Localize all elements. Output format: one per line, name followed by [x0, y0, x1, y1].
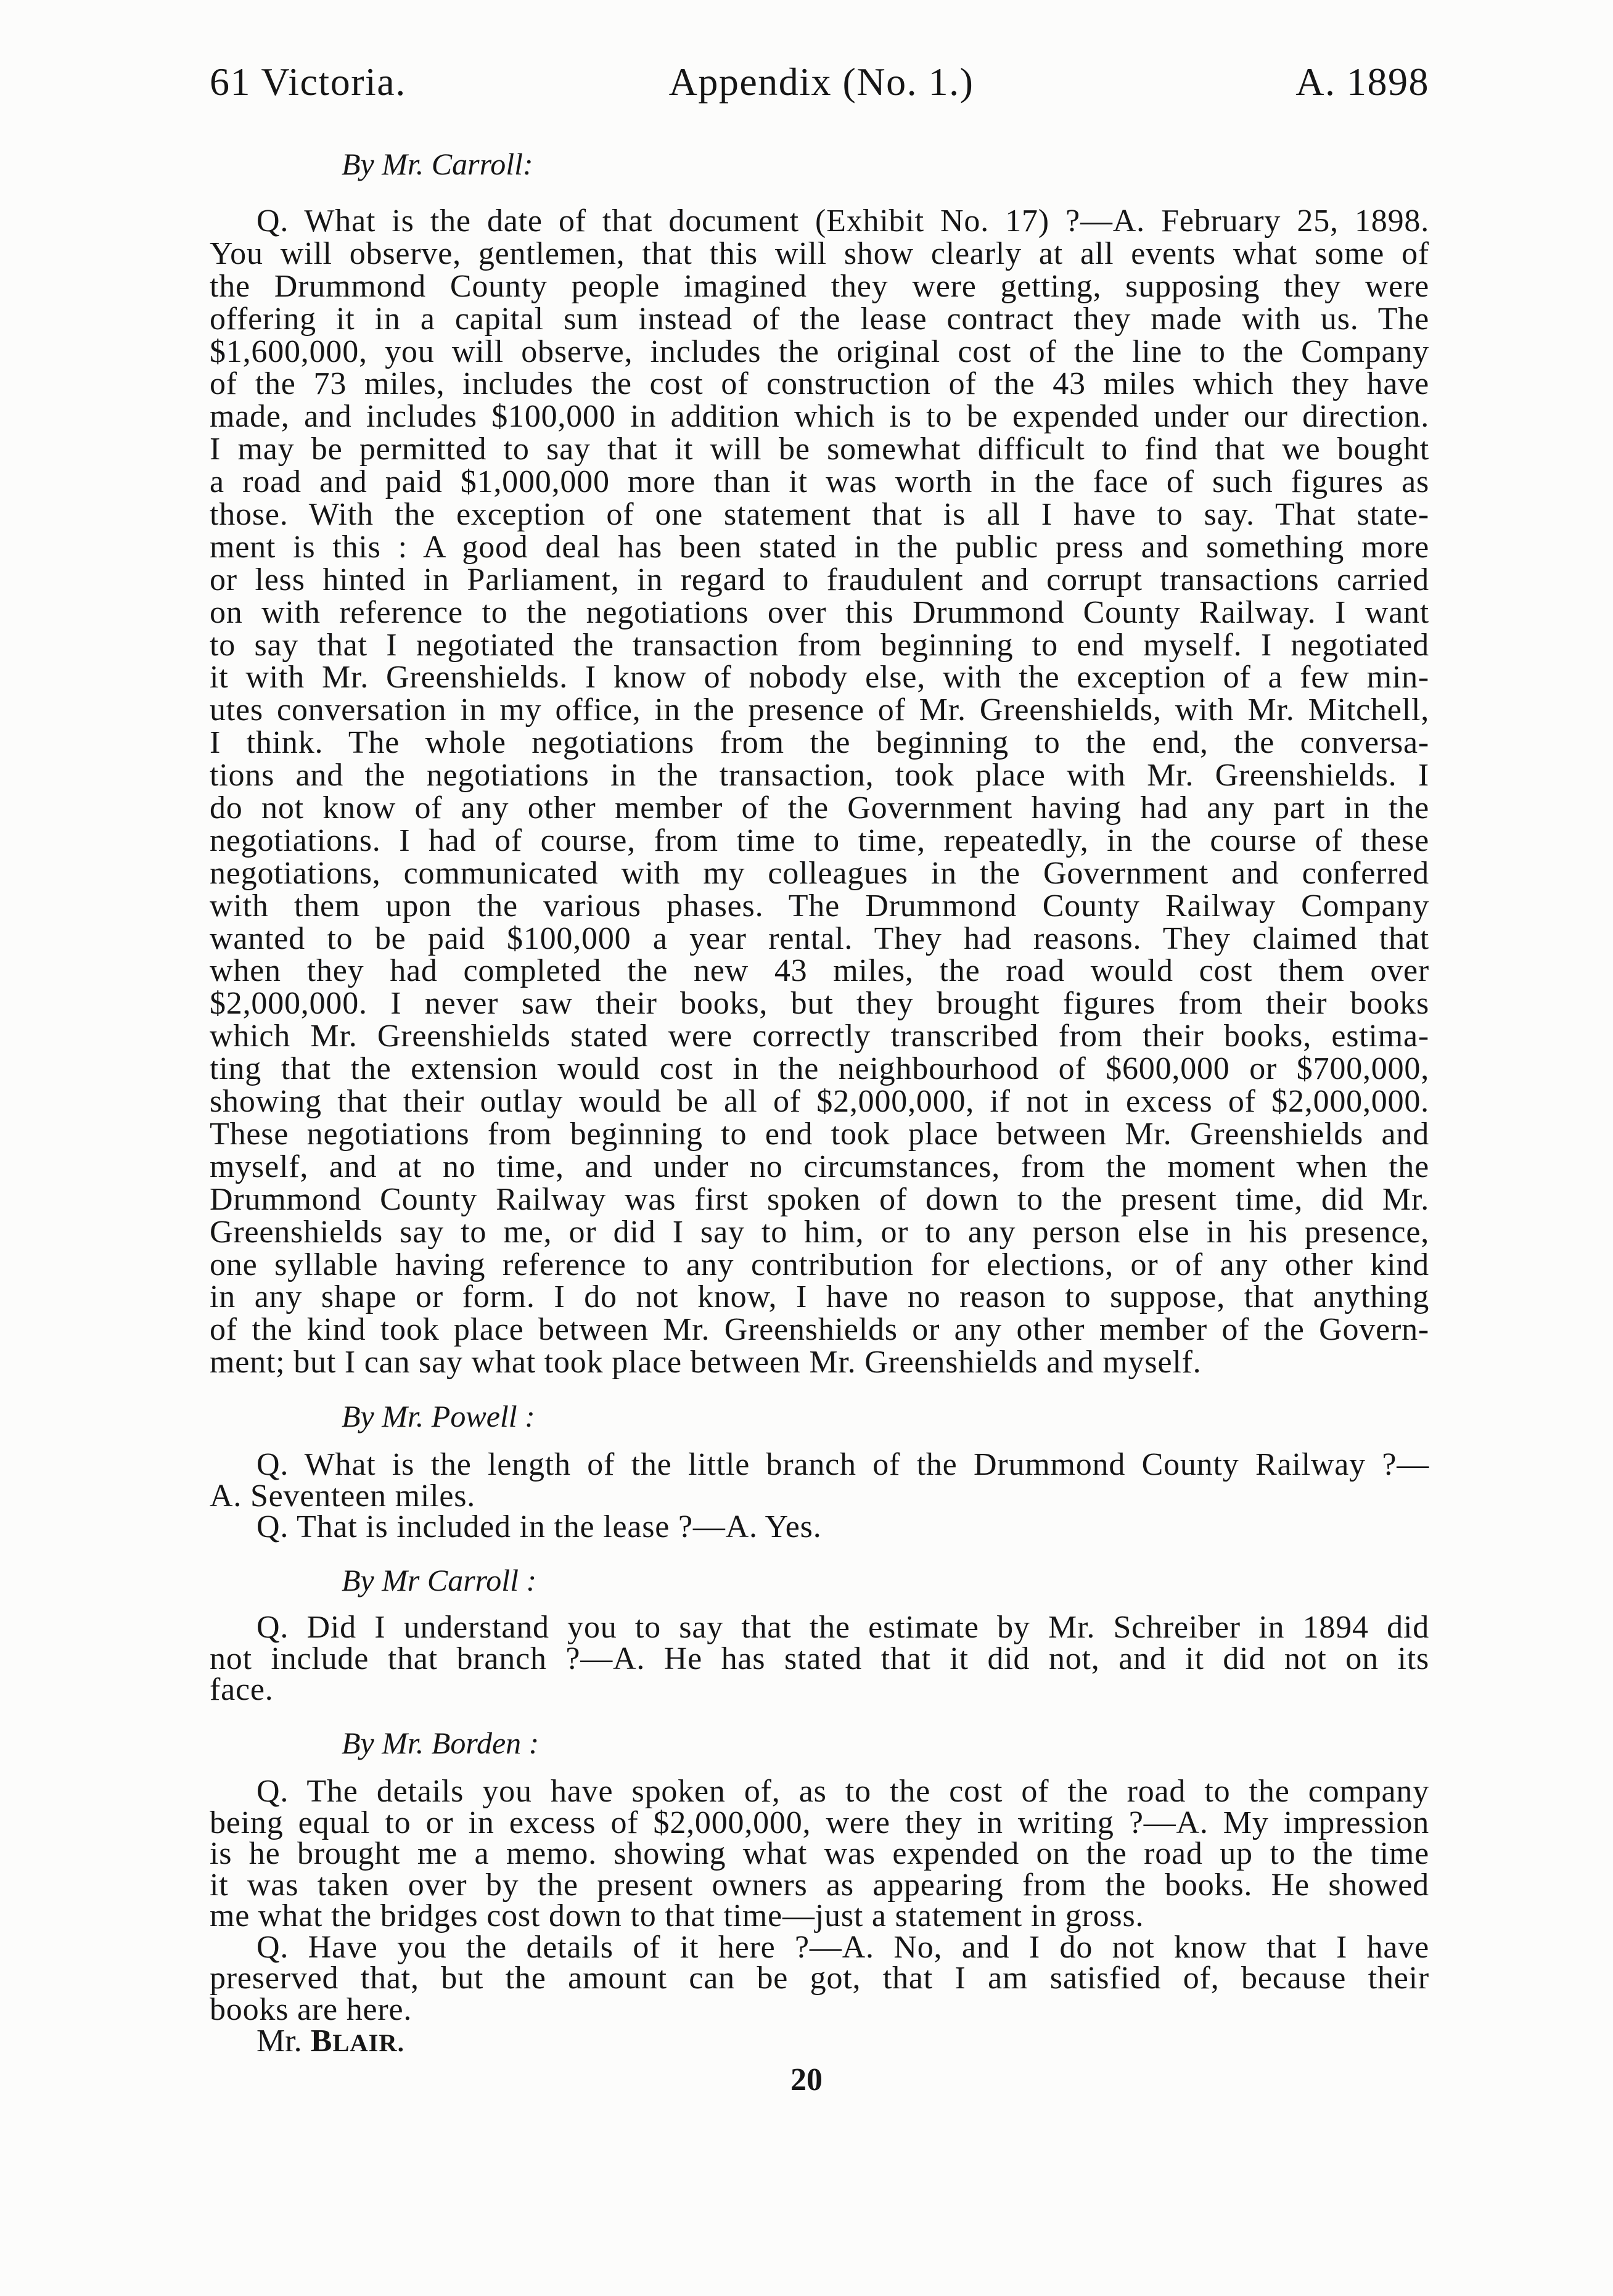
text-line: books are here. — [210, 1991, 412, 2027]
paragraph — [210, 205, 1429, 1379]
page-number: 20 — [790, 2062, 823, 2097]
header-year: A. 1898 — [1295, 60, 1429, 104]
text-line: offering it in a capital sum instead of the lease contract they made with us. The — [210, 301, 1429, 337]
header-session: 61 Victoria. — [210, 60, 406, 104]
text-line: not include that branch ?—A. He has stated that it did not, and it did not on its — [210, 1641, 1429, 1676]
text-line: when they had completed the new 43 miles, the road would cost them over — [210, 953, 1429, 989]
text-line: face. — [210, 1672, 274, 1707]
text-line: negotiations, communicated with my colleagues in the Government and conferred — [210, 855, 1429, 891]
text-line: Greenshields say to me, or did I say to him, or to any person else in his presence, — [210, 1214, 1429, 1250]
text-line: made, and includes $100,000 in addition which is to be expended under our direction. — [210, 399, 1429, 435]
text-line: negotiations. I had of course, from time to time, repeatedly, in the course of these — [210, 822, 1429, 858]
paragraph — [210, 1449, 1429, 1512]
paragraph — [210, 1612, 1429, 1706]
speaker-heading: By Mr. Carroll: — [342, 147, 533, 181]
text-line: You will observe, gentlemen, that this will show clearly at all events what some of — [210, 236, 1429, 271]
text-line: or less hinted in Parliament, in regard to fraudulent and corrupt transactions carried — [210, 562, 1429, 597]
text-line: ment is this : A good deal has been stated in the public press and something more — [210, 529, 1429, 565]
speaker-heading: By Mr Carroll : — [342, 1563, 537, 1597]
text-line: the Drummond County people imagined they were getting, supposing they were — [210, 268, 1429, 304]
text-line: tions and the negotiations in the transaction, took place with Mr. Greenshields. I — [210, 758, 1429, 793]
text-line: me what the bridges cost down to that time—just a statement in gross. — [210, 1898, 1144, 1933]
text-line: A. Seventeen miles. — [210, 1478, 476, 1514]
paragraph — [210, 1509, 1429, 1544]
header-appendix-title: Appendix (No. 1.) — [668, 60, 974, 104]
speaker-heading: By Mr. Powell : — [342, 1399, 535, 1433]
text-line: Q. What is the date of that document (Exhibit No. 17) ?—A. February 25, 1898. — [257, 203, 1429, 239]
text-line: it was taken over by the present owners as appearing from the books. He showed — [210, 1867, 1429, 1903]
text-line: Q. Have you the details of it here ?—A. No, and I do not know that I have — [257, 1929, 1429, 1965]
text-line: it with Mr. Greenshields. I know of nobody else, with the exception of a few min- — [210, 660, 1429, 695]
testimony-section-body — [210, 1449, 1429, 1543]
text-line: showing that their outlay would be all of $2,000,000, if not in excess of $2,000,000. — [210, 1084, 1429, 1120]
text-line: ment; but I can say what took place between Mr. Greenshields and myself. — [210, 1345, 1202, 1380]
text-line: wanted to be paid $100,000 a year rental. They had reasons. They claimed that — [210, 920, 1429, 956]
speaker-heading: By Mr. Borden : — [342, 1726, 540, 1760]
text-line: in any shape or form. I do not know, I have no reason to suppose, that anything — [210, 1279, 1429, 1315]
text-line: one syllable having reference to any contribution for elections, or of any other kind — [210, 1247, 1429, 1282]
text-line: $2,000,000. I never saw their books, but they brought figures from their books — [210, 986, 1429, 1022]
text-line: $1,600,000, you will observe, includes the original cost of the line to the Company — [210, 334, 1429, 369]
witness-title: Mr. — [257, 2023, 302, 2059]
text-line: These negotiations from beginning to end took place between Mr. Greenshields and — [210, 1116, 1429, 1152]
text-line: with them upon the various phases. The Drummond County Railway Company — [210, 888, 1429, 924]
text-line: Q. What is the length of the little branch of the Drummond County Railway ?— — [257, 1447, 1429, 1482]
text-line: those. With the exception of one statement that is all I have to say. That state- — [210, 497, 1429, 533]
text-line: to say that I negotiated the transaction from beginning to end myself. I negotiated — [210, 627, 1429, 663]
text-line: utes conversation in my office, in the presence of Mr. Greenshields, with Mr. Mitchell, — [210, 692, 1429, 728]
paragraph — [210, 1929, 1429, 2027]
witness-signature — [257, 2025, 404, 2057]
text-line: Q. That is included in the lease ?—A. Yes. — [257, 1509, 822, 1544]
text-line: I may be permitted to say that it will be somewhat difficult to find that we bought — [210, 432, 1429, 467]
text-line: on with reference to the negotiations over this Drummond County Railway. I want — [210, 594, 1429, 630]
text-line: I think. The whole negotiations from the beginning to the end, the conversa- — [210, 725, 1429, 761]
text-line: a road and paid $1,000,000 more than it was worth in the face of such figures as — [210, 464, 1429, 500]
testimony-section-body — [210, 1776, 1429, 2025]
text-line: ting that the extension would cost in the neighbourhood of $600,000 or $700,000, — [210, 1051, 1429, 1087]
text-line: which Mr. Greenshields stated were correctly transcribed from their books, estima- — [210, 1019, 1429, 1054]
text-line: of the kind took place between Mr. Greenshields or any other member of the Govern- — [210, 1312, 1429, 1348]
text-line: myself, and at no time, and under no circumstances, from the moment when the — [210, 1149, 1429, 1184]
witness-name: BLAIR. — [310, 2023, 404, 2059]
text-line: being equal to or in excess of $2,000,000, were they in writing ?—A. My impression — [210, 1805, 1429, 1840]
text-line: do not know of any other member of the Government having had any part in the — [210, 790, 1429, 826]
text-line: Q. The details you have spoken of, as to the cost of the road to the company — [257, 1774, 1429, 1809]
text-line: Q. Did I understand you to say that the estimate by Mr. Schreiber in 1894 did — [257, 1610, 1429, 1645]
text-line: of the 73 miles, includes the cost of construction of the 43 miles which they have — [210, 366, 1429, 402]
text-line: is he brought me a memo. showing what was expended on the road up to the time — [210, 1836, 1429, 1871]
paragraph — [210, 1776, 1429, 1932]
text-line: preserved that, but the amount can be got, that I am satisfied of, because their — [210, 1961, 1429, 1996]
text-line: Drummond County Railway was first spoken of down to the present time, did Mr. — [210, 1181, 1429, 1217]
